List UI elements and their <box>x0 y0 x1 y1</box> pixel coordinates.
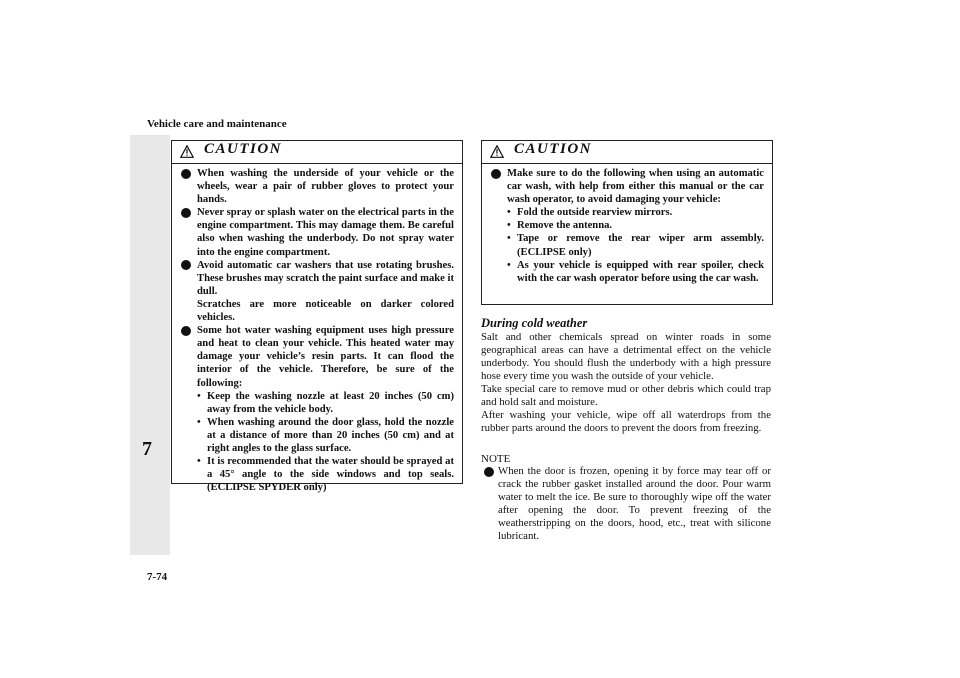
caution-header <box>482 141 772 164</box>
sub-bullet-icon: • <box>197 390 201 402</box>
chapter-tab-strip <box>130 135 170 555</box>
cold-weather-paragraph-3: After washing your vehicle, wipe off all waterdrops from the rubber parts around the doors to prevent the doors from freezing. <box>481 409 771 434</box>
caution-title: CAUTION <box>204 141 283 157</box>
caution-subitem <box>197 455 454 494</box>
bullet-icon <box>181 260 191 270</box>
caution-title: CAUTION <box>514 141 593 157</box>
caution-subitem <box>507 232 764 258</box>
page-header-title: Vehicle care and maintenance <box>147 118 287 130</box>
caution-subitem-text: When washing around the door glass, hold the nozzle at a distance of more than 20 inches (50 cm) and at right angles to the glass surface. <box>207 416 454 454</box>
caution-header <box>172 141 462 164</box>
caution-item <box>180 206 454 258</box>
caution-subitem <box>197 416 454 455</box>
page-number: 7-74 <box>147 571 168 583</box>
caution-body <box>172 164 462 497</box>
caution-item-text: Make sure to do the following when using an automatic car wash, with help from either this manual or the car wash operator, to avoid damaging your vehicle: <box>507 168 764 206</box>
caution-box-right <box>481 140 773 305</box>
bullet-icon <box>181 326 191 336</box>
sub-bullet-icon: • <box>197 456 201 468</box>
caution-item <box>490 167 764 285</box>
warning-triangle-icon <box>490 145 504 158</box>
bullet-icon <box>181 208 191 218</box>
caution-item-text: Avoid automatic car washers that use rotating brushes. These brushes may scratch the paint surface and make it dull. <box>197 259 454 297</box>
caution-subitem-text: As your vehicle is equipped with rear spoiler, check with the car wash operator before using the car wash. <box>517 259 764 284</box>
caution-item <box>180 259 454 324</box>
caution-body <box>482 164 772 288</box>
caution-subitem <box>507 259 764 285</box>
caution-subitem-text: Tape or remove the rear wiper arm assembly. (ECLIPSE only) <box>517 233 764 258</box>
section-title-cold-weather: During cold weather <box>481 316 588 330</box>
caution-item-extra: Scratches are more noticeable on darker colored vehicles. <box>197 298 454 324</box>
caution-subitem-text: Fold the outside rearview mirrors. <box>517 207 673 219</box>
chapter-tab-number: 7 <box>142 438 152 460</box>
caution-item <box>180 167 454 206</box>
caution-item-text: Some hot water washing equipment uses high pressure and heat to clean your vehicle. This heated water may damage your vehicle’s resin parts. It can flood the interior of the vehicle. Therefore, be sure of the following: <box>197 325 454 389</box>
caution-subitem <box>507 206 764 219</box>
caution-item-text: Never spray or splash water on the electrical parts in the engine compartment. This may damage them. Be careful also when washing the underbody. Do not spray water into the engine compartment. <box>197 207 454 258</box>
sub-bullet-icon: • <box>197 416 201 428</box>
note-item-text: When the door is frozen, opening it by force may tear off or crack the rubber gasket installed around the door. Pour warm water to melt the ice. Be sure to thoroughly wipe off the water after opening the door. To prevent freezing of the weatherstripping on the doors, hood, etc., treat with silicone lubricant. <box>498 465 771 542</box>
caution-subitem <box>507 219 764 232</box>
bullet-icon <box>491 169 501 179</box>
cold-weather-paragraph-1: Salt and other chemicals spread on winter roads in some geographical areas can have a detrimental effect on the vehicle underbody. You should flush the underbody with a high pressure hose every time you wash the outside of your vehicle. <box>481 331 771 382</box>
note-item <box>481 465 771 543</box>
sub-bullet-icon: • <box>507 259 511 271</box>
caution-item-text: When washing the underside of your vehicle or the wheels, wear a pair of rubber gloves to protect your hands. <box>197 168 454 206</box>
sub-bullet-icon: • <box>507 207 511 219</box>
caution-subitem-text: Remove the antenna. <box>517 220 613 232</box>
note-label: NOTE <box>481 453 511 465</box>
sub-bullet-icon: • <box>507 220 511 232</box>
caution-subitem <box>197 390 454 416</box>
warning-triangle-icon <box>180 145 194 158</box>
bullet-icon <box>484 467 494 477</box>
caution-item <box>180 324 454 494</box>
caution-subitem-text: It is recommended that the water should be sprayed at a 45° angle to the side windows and top seals. (ECLIPSE SPYDER only) <box>207 456 454 494</box>
caution-subitem-text: Keep the washing nozzle at least 20 inches (50 cm) away from the vehicle body. <box>207 390 454 415</box>
sub-bullet-icon: • <box>507 233 511 245</box>
cold-weather-paragraph-2: Take special care to remove mud or other debris which could trap and hold salt and moisture. <box>481 383 771 408</box>
bullet-icon <box>181 169 191 179</box>
caution-box-left <box>171 140 463 494</box>
